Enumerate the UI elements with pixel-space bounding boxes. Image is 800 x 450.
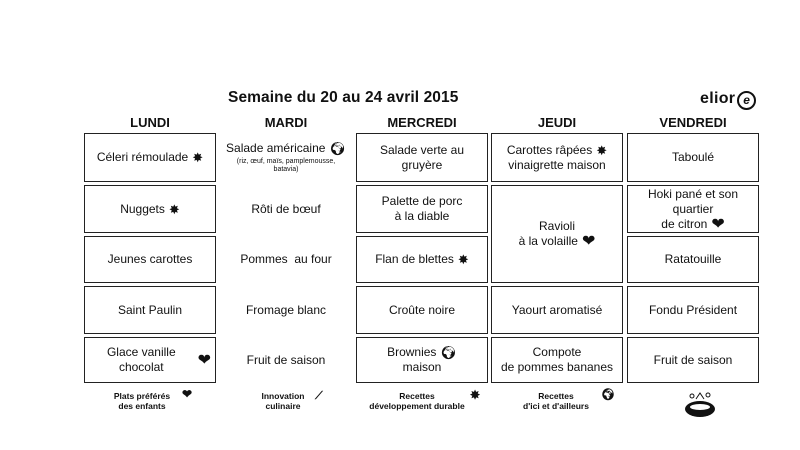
- legend-innovation: [253, 390, 323, 411]
- burst-star-icon: ✸: [457, 252, 469, 267]
- day-header-mercredi: MERCREDI: [387, 115, 457, 130]
- dish-label: Flan de blettes: [375, 252, 454, 266]
- day-header-mardi: MARDI: [264, 115, 308, 130]
- dish-label: Ravioli: [538, 219, 575, 233]
- mardi-side: [220, 236, 352, 283]
- dish-label: Compote: [532, 345, 582, 359]
- heart-icon: ❤: [711, 215, 725, 233]
- burst-star-icon: ✸: [192, 150, 204, 165]
- dish-label-line2: à la volaille: [518, 234, 578, 248]
- dish-detail: (riz, œuf, maïs, pamplemousse, batavia): [236, 158, 336, 173]
- mercredi-main: [356, 185, 488, 233]
- dish-label: Nuggets: [120, 201, 165, 216]
- dish-label: Croûte noire: [388, 302, 456, 317]
- dish-label: Brownies: [387, 345, 437, 359]
- mardi-dessert: [220, 337, 352, 383]
- legend-label: Recettes: [399, 391, 435, 401]
- burst-star-icon: ✸: [596, 142, 608, 158]
- magic-wand-icon: ⟋: [315, 390, 323, 402]
- dish-label: Salade verte au gruyère: [379, 142, 465, 172]
- lundi-main: [84, 185, 216, 233]
- dish-label: Jeunes carottes: [107, 252, 193, 266]
- jeudi-starter: [491, 133, 623, 182]
- dish-label: Hoki pané et son quartier: [647, 186, 739, 216]
- dish-label: Glace vanille chocolat: [106, 345, 176, 374]
- vendredi-cheese: [627, 286, 759, 334]
- legend-label-line2: d'ici et d'ailleurs: [523, 401, 589, 411]
- legend-label-line2: développement durable: [369, 401, 465, 411]
- dish-label: Carottes râpées: [506, 142, 593, 157]
- dish-label-line2: à la diable: [394, 209, 450, 223]
- legend-label: Recettes: [538, 391, 574, 401]
- mercredi-side: [356, 236, 488, 283]
- dish-label: Céleri rémoulade: [96, 150, 189, 164]
- day-header-vendredi: VENDREDI: [659, 115, 727, 130]
- dish-label-line2: de citron: [661, 216, 708, 231]
- legend-label: Innovation: [261, 391, 305, 401]
- jeudi-cheese: [491, 286, 623, 334]
- brand-logo: [700, 90, 756, 110]
- legend-label-line2: des enfants: [118, 401, 166, 411]
- heart-icon: ❤: [182, 387, 193, 401]
- mardi-cheese: [220, 286, 352, 334]
- mardi-main: [220, 185, 352, 233]
- dish-label-line2: de pommes bananes: [500, 360, 614, 374]
- heart-icon: ❤: [581, 233, 596, 250]
- globe-icon: 🌍︎: [329, 141, 346, 156]
- globe-icon: 🌍︎: [440, 345, 457, 360]
- dish-label: Taboulé: [671, 150, 715, 164]
- mardi-starter: [220, 133, 352, 182]
- vendredi-dessert: [627, 337, 759, 383]
- dish-label: Salade américaine: [226, 141, 326, 155]
- dish-label: Fruit de saison: [246, 352, 326, 367]
- dish-label: Pommes au four: [240, 252, 332, 266]
- lundi-cheese: [84, 286, 216, 334]
- dish-label: Fruit de saison: [653, 352, 733, 367]
- dish-label: Saint Paulin: [117, 302, 183, 317]
- menu-title: Semaine du 20 au 24 avril 2015: [228, 89, 459, 106]
- day-header-lundi: LUNDI: [130, 115, 170, 130]
- lundi-starter: [84, 133, 216, 182]
- burst-star-icon: ✸: [470, 388, 481, 402]
- legend-label: Plats préférés: [113, 391, 171, 401]
- mercredi-starter: [356, 133, 488, 182]
- vendredi-main: [627, 185, 759, 233]
- vendredi-starter: [627, 133, 759, 182]
- burst-star-icon: ✸: [168, 201, 180, 217]
- dish-label: Fromage blanc: [245, 302, 327, 317]
- lundi-dessert: [84, 337, 216, 383]
- legend-label-line2: culinaire: [265, 401, 301, 411]
- dish-label: Ratatouille: [664, 252, 722, 266]
- dish-label-line2: maison: [402, 360, 442, 374]
- dish-label: Palette de porc: [381, 194, 463, 208]
- heart-icon: ❤: [197, 351, 211, 369]
- dish-label: Rôti de bœuf: [251, 201, 321, 216]
- legend-favorites: [112, 387, 193, 411]
- brand-name: elior: [700, 90, 736, 107]
- legend-sustainable: [367, 388, 481, 411]
- brand-mark-icon: e: [737, 91, 756, 110]
- dish-label: Fondu Président: [648, 302, 738, 317]
- legend-world: [517, 389, 615, 411]
- lundi-side: [84, 236, 216, 283]
- mercredi-dessert: [356, 337, 488, 383]
- kids-club-logo: [682, 390, 718, 418]
- globe-icon: 🌍︎: [601, 389, 615, 401]
- dish-label-line2: vinaigrette maison: [508, 157, 606, 172]
- dish-label: Yaourt aromatisé: [511, 302, 603, 317]
- day-header-jeudi: JEUDI: [537, 115, 577, 130]
- mercredi-cheese: [356, 286, 488, 334]
- jeudi-main: [491, 185, 623, 283]
- vendredi-side: [627, 236, 759, 283]
- jeudi-dessert: [491, 337, 623, 383]
